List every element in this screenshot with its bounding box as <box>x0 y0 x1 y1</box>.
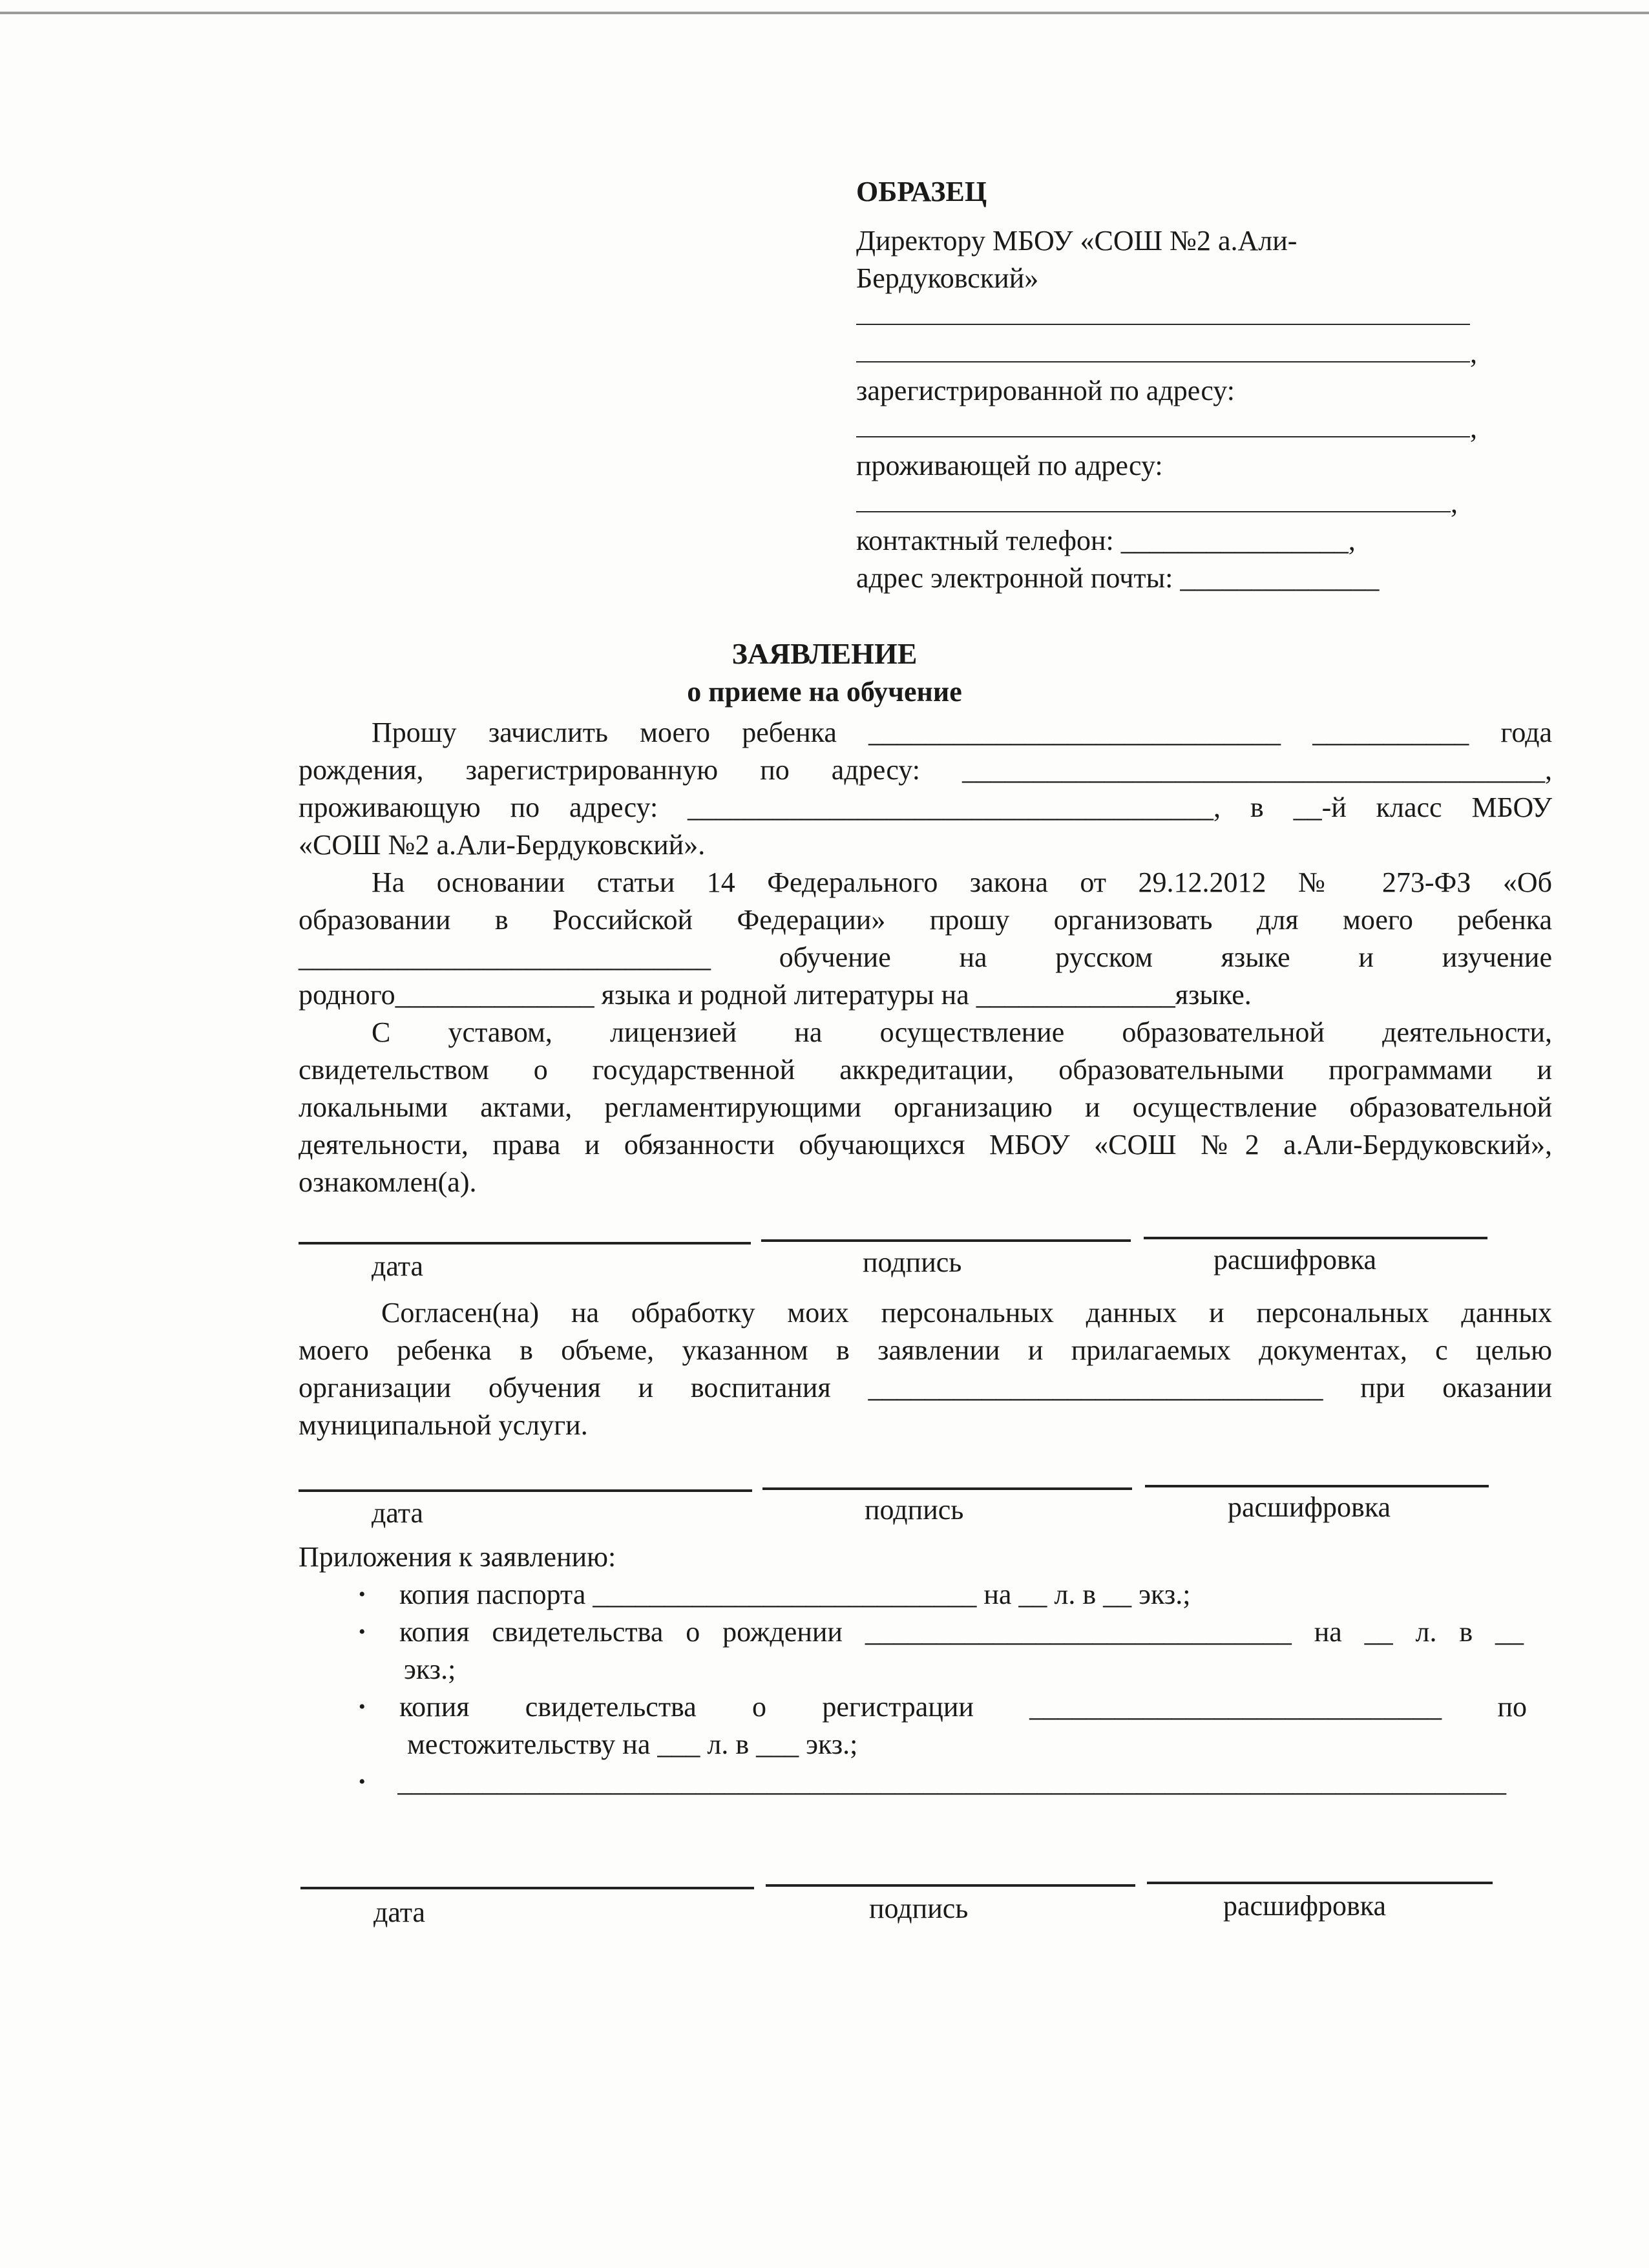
paragraph-3-line-5: ознакомлен(а). <box>299 1166 477 1198</box>
attachments-heading: Приложения к заявлению: <box>299 1541 616 1573</box>
date-label-1: дата <box>372 1250 424 1282</box>
addressee-line-2: Бердуковский» <box>856 262 1039 294</box>
date-line-2[interactable] <box>299 1489 752 1492</box>
paragraph-1-line-3[interactable]: проживающую по адресу: _____________________________________, в __-й класс МБОУ <box>299 792 1552 823</box>
attachment-birth-certificate[interactable]: копия свидетельства о рождении ______________________________ на __ л. в __ <box>399 1616 1524 1648</box>
transcript-label-3: расшифровка <box>1223 1890 1387 1922</box>
paragraph-3-line-1: С уставом, лицензией на осуществление образовательной деятельности, <box>372 1016 1552 1048</box>
document-title: ЗАЯВЛЕНИЕ <box>731 637 918 670</box>
signature-label-2: подпись <box>865 1494 964 1526</box>
consent-line-1: Согласен(на) на обработку моих персональных данных и персональных данных <box>381 1297 1552 1328</box>
signature-line-3[interactable] <box>766 1884 1135 1887</box>
signature-label-1: подпись <box>863 1246 962 1278</box>
residing-address-label: проживающей по адресу: <box>856 450 1163 481</box>
phone-field[interactable]: контактный телефон: ________________, <box>856 525 1356 556</box>
attachment-birth-certificate-cont: экз.; <box>404 1654 456 1685</box>
consent-line-4: муниципальной услуги. <box>299 1409 588 1441</box>
signature-line-2[interactable] <box>762 1487 1132 1490</box>
document-subtitle: о приеме на обучение <box>687 676 962 708</box>
transcript-label-1: расшифровка <box>1213 1244 1377 1276</box>
signature-label-3: подпись <box>869 1893 969 1924</box>
transcript-label-2: расшифровка <box>1228 1491 1391 1523</box>
date-label-2: дата <box>372 1497 424 1529</box>
paragraph-1-line-4: «СОШ №2 а.Али-Бердуковский». <box>299 829 706 861</box>
bullet-icon: • <box>359 1584 366 1605</box>
registered-address-line[interactable]: , <box>856 410 1535 447</box>
transcript-line-2[interactable] <box>1145 1485 1489 1487</box>
paragraph-2-line-4[interactable]: родного______________ языка и родной литературы на ______________языке. <box>299 979 1252 1011</box>
sample-label: ОБРАЗЕЦ <box>856 176 987 207</box>
bullet-icon: • <box>359 1771 366 1792</box>
attachment-other[interactable]: ______________________________________________________________________________ <box>397 1766 1506 1798</box>
transcript-line-3[interactable] <box>1147 1882 1493 1884</box>
transcript-line-1[interactable] <box>1144 1237 1487 1239</box>
applicant-name-line-2[interactable]: , <box>856 335 1535 372</box>
paragraph-1-line-2[interactable]: рождения, зарегистрированную по адресу: _________________________________________, <box>299 754 1552 786</box>
paragraph-3-line-3: локальными актами, регламентирующими организацию и осуществление образовательной <box>299 1091 1552 1123</box>
paragraph-2-line-3[interactable]: _____________________________ обучение на русском языке и изучение <box>299 941 1552 973</box>
registered-address-label: зарегистрированной по адресу: <box>856 375 1235 406</box>
consent-line-2: моего ребенка в объеме, указанном в заявлении и прилагаемых документах, с целью <box>299 1334 1552 1366</box>
date-label-3: дата <box>373 1896 426 1928</box>
paragraph-2-line-2: образовании в Российской Федерации» прошу организовать для моего ребенка <box>299 904 1552 936</box>
addressee-block <box>856 173 1535 597</box>
residing-address-line[interactable]: , <box>856 485 1535 522</box>
addressee-line-1: Директору МБОУ «СОШ №2 а.Али- <box>856 225 1297 257</box>
applicant-name-line-1[interactable] <box>856 297 1535 335</box>
paragraph-2-line-1: На основании статьи 14 Федерального закона от 29.12.2012 № 273-ФЗ «Об <box>372 866 1552 898</box>
signature-line-1[interactable] <box>761 1239 1131 1242</box>
paragraph-3-line-2: свидетельством о государственной аккредитации, образовательными программами и <box>299 1054 1552 1086</box>
attachment-registration-certificate[interactable]: копия свидетельства о регистрации _____________________________ по <box>399 1691 1527 1723</box>
paragraph-3-line-4: деятельности, права и обязанности обучающихся МБОУ «СОШ №2 а.Али-Бердуковский», <box>299 1129 1552 1160</box>
paragraph-1-line-1[interactable]: Прошу зачислить моего ребенка _____________________________ ___________ года <box>372 717 1552 748</box>
bullet-icon: • <box>359 1696 366 1717</box>
consent-line-3[interactable]: организации обучения и воспитания ________________________________ при оказании <box>299 1372 1552 1403</box>
date-line-1[interactable] <box>299 1242 751 1244</box>
attachment-registration-certificate-cont[interactable]: местожительству на ___ л. в ___ экз.; <box>407 1728 858 1760</box>
date-line-3[interactable] <box>300 1887 754 1889</box>
attachment-passport[interactable]: копия паспорта ___________________________ на __ л. в __ экз.; <box>399 1579 1191 1610</box>
email-field[interactable]: адрес электронной почты: ______________ <box>856 562 1380 594</box>
bullet-icon: • <box>359 1621 366 1643</box>
